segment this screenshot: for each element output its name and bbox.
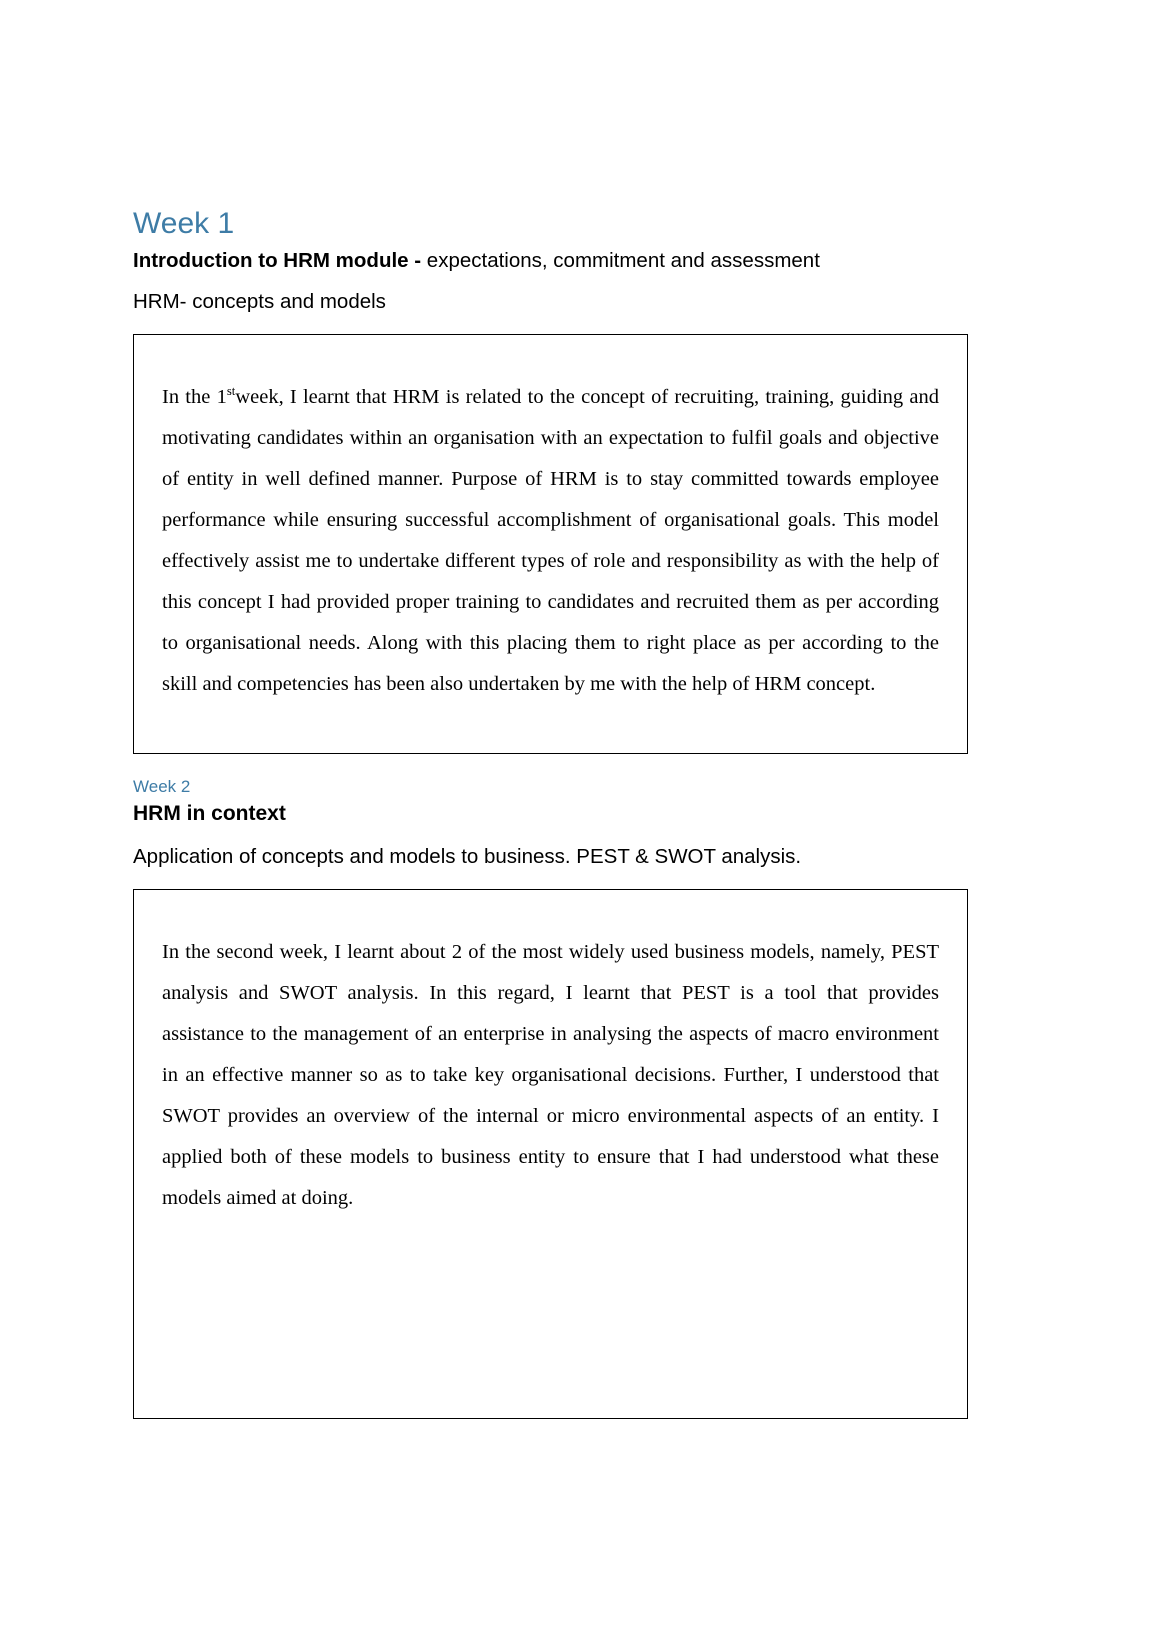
week-1-body-superscript: st [226, 384, 236, 399]
week-1-heading: Week 1 [133, 207, 235, 240]
week-1-subtitle: HRM- concepts and models [133, 290, 386, 314]
section-week-1 [133, 205, 968, 754]
section-week-2 [133, 776, 968, 1419]
week-1-reflection-text [162, 377, 939, 705]
week-1-body-post: week, I learnt that HRM is related to the concept of recruiting, training, guiding and motivating candidates within an organisation with an expectation to fulfil goals and objective of entity in well defined manner. Purpose of HRM is to stay committed towards employee performance while ensuring successful accomplishment of organisational goals. This model effectively assist me to undertake different types of role and responsibility as with the help of this concept I had provided proper training to candidates and recruited them as per according to organisational needs. Along with this placing them to right place as per according to the skill and competencies has been also undertaken by me with the help of HRM concept. [162, 385, 939, 695]
week-1-module-title-rest: expectations, commitment and assessment [426, 248, 820, 272]
week-1-module-title-bold: Introduction to HRM module - [133, 248, 427, 272]
week-2-reflection-text: In the second week, I learnt about 2 of the most widely used business models, namely, PEST analysis and SWOT analysis. In this regard, I learnt that PEST is a tool that provides assistance to the management of an enterprise in analysing the aspects of macro environment in an effective manner so as to take key organisational decisions. Further, I understood that SWOT provides an overview of the internal or micro environmental aspects of an entity. I applied both of these models to business entity to ensure that I had understood what these models aimed at doing. [162, 940, 939, 1209]
week-1-module-title [133, 247, 968, 275]
week-1-reflection-box [133, 334, 968, 754]
week-1-body-pre: In the 1 [162, 385, 227, 408]
week-2-heading: Week 2 [133, 776, 191, 796]
week-2-module-title: HRM in context [133, 801, 286, 825]
week-2-subtitle: Application of concepts and models to business. PEST & SWOT analysis. [133, 845, 802, 869]
week-2-reflection-box [133, 889, 968, 1419]
